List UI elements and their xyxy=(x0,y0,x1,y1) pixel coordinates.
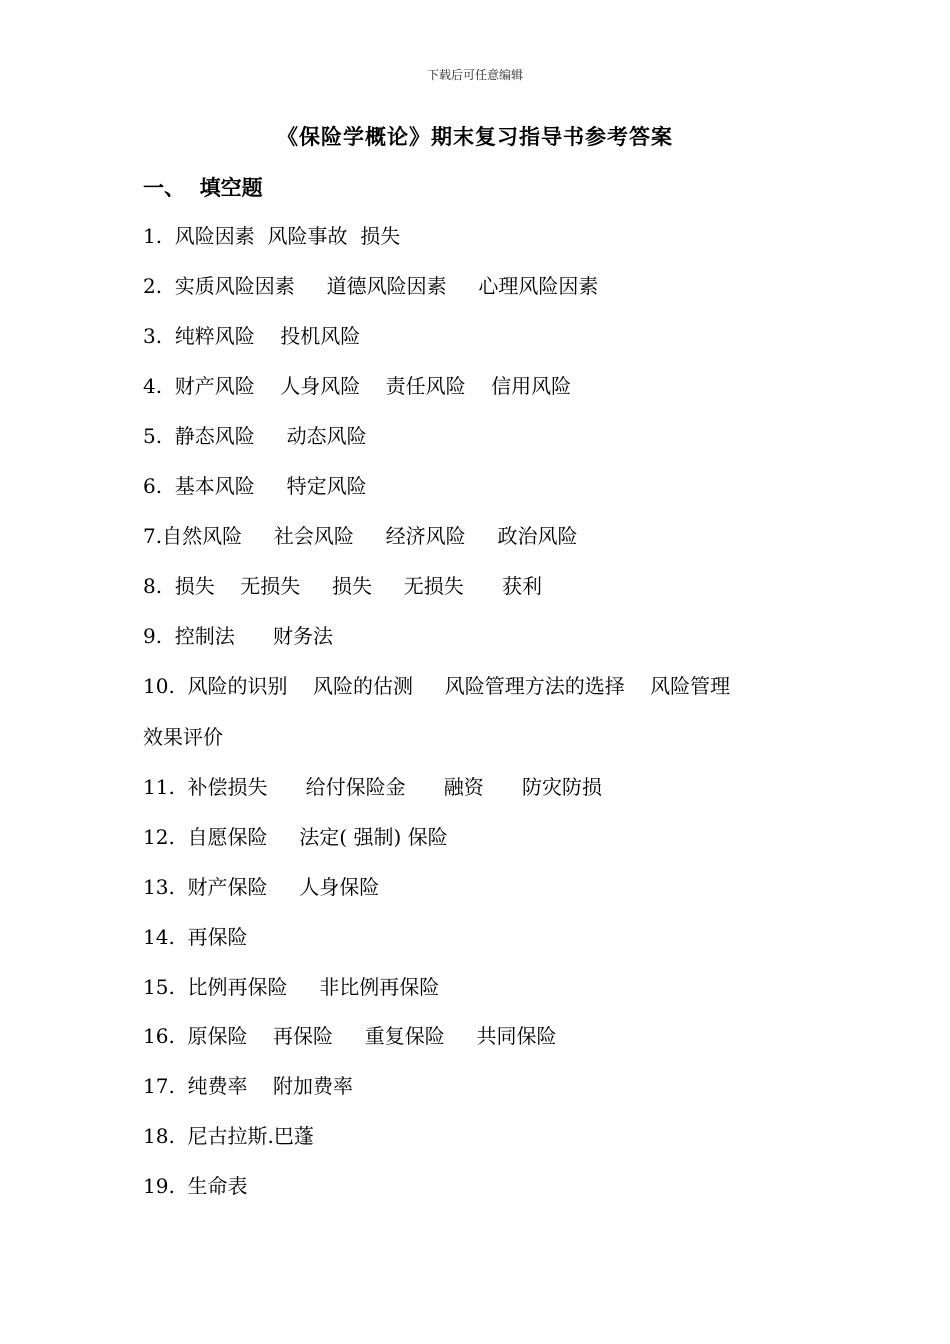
answer-item: 4. 财产风险 人身风险 责任风险 信用风险 xyxy=(143,374,572,398)
answer-item: 10. 风险的识别 风险的估测 风险管理方法的选择 风险管理 xyxy=(143,674,731,698)
answer-item: 6. 基本风险 特定风险 xyxy=(143,474,367,498)
page-header: 下载后可任意编辑 xyxy=(426,68,523,82)
document-title: 《保险学概论》期末复习指导书参考答案 xyxy=(277,125,673,149)
answer-item: 7.自然风险 社会风险 经济风险 政治风险 xyxy=(143,524,578,548)
answer-item: 16. 原保险 再保险 重复保险 共同保险 xyxy=(143,1024,557,1048)
answer-item: 18. 尼古拉斯.巴蓬 xyxy=(143,1124,314,1148)
answer-item: 3. 纯粹风险 投机风险 xyxy=(143,324,361,348)
answer-item: 15. 比例再保险 非比例再保险 xyxy=(143,975,440,999)
section-heading: 一、 填空题 xyxy=(143,176,263,200)
answer-item: 14. 再保险 xyxy=(143,925,248,949)
answer-item: 13. 财产保险 人身保险 xyxy=(143,875,380,899)
answer-item: 17. 纯费率 附加费率 xyxy=(143,1074,353,1098)
answer-item: 1. 风险因素 风险事故 损失 xyxy=(143,224,401,248)
answer-item-continuation: 效果评价 xyxy=(143,725,223,749)
answer-item: 19. 生命表 xyxy=(143,1174,248,1198)
answer-item: 11. 补偿损失 给付保险金 融资 防灾防损 xyxy=(143,775,602,799)
answer-item: 5. 静态风险 动态风险 xyxy=(143,424,367,448)
answer-item: 12. 自愿保险 法定( 强制) 保险 xyxy=(143,825,448,849)
answer-item: 2. 实质风险因素 道德风险因素 心理风险因素 xyxy=(143,274,599,298)
answer-item: 9. 控制法 财务法 xyxy=(143,624,333,648)
answer-item: 8. 损失 无损失 损失 无损失 获利 xyxy=(143,574,542,598)
